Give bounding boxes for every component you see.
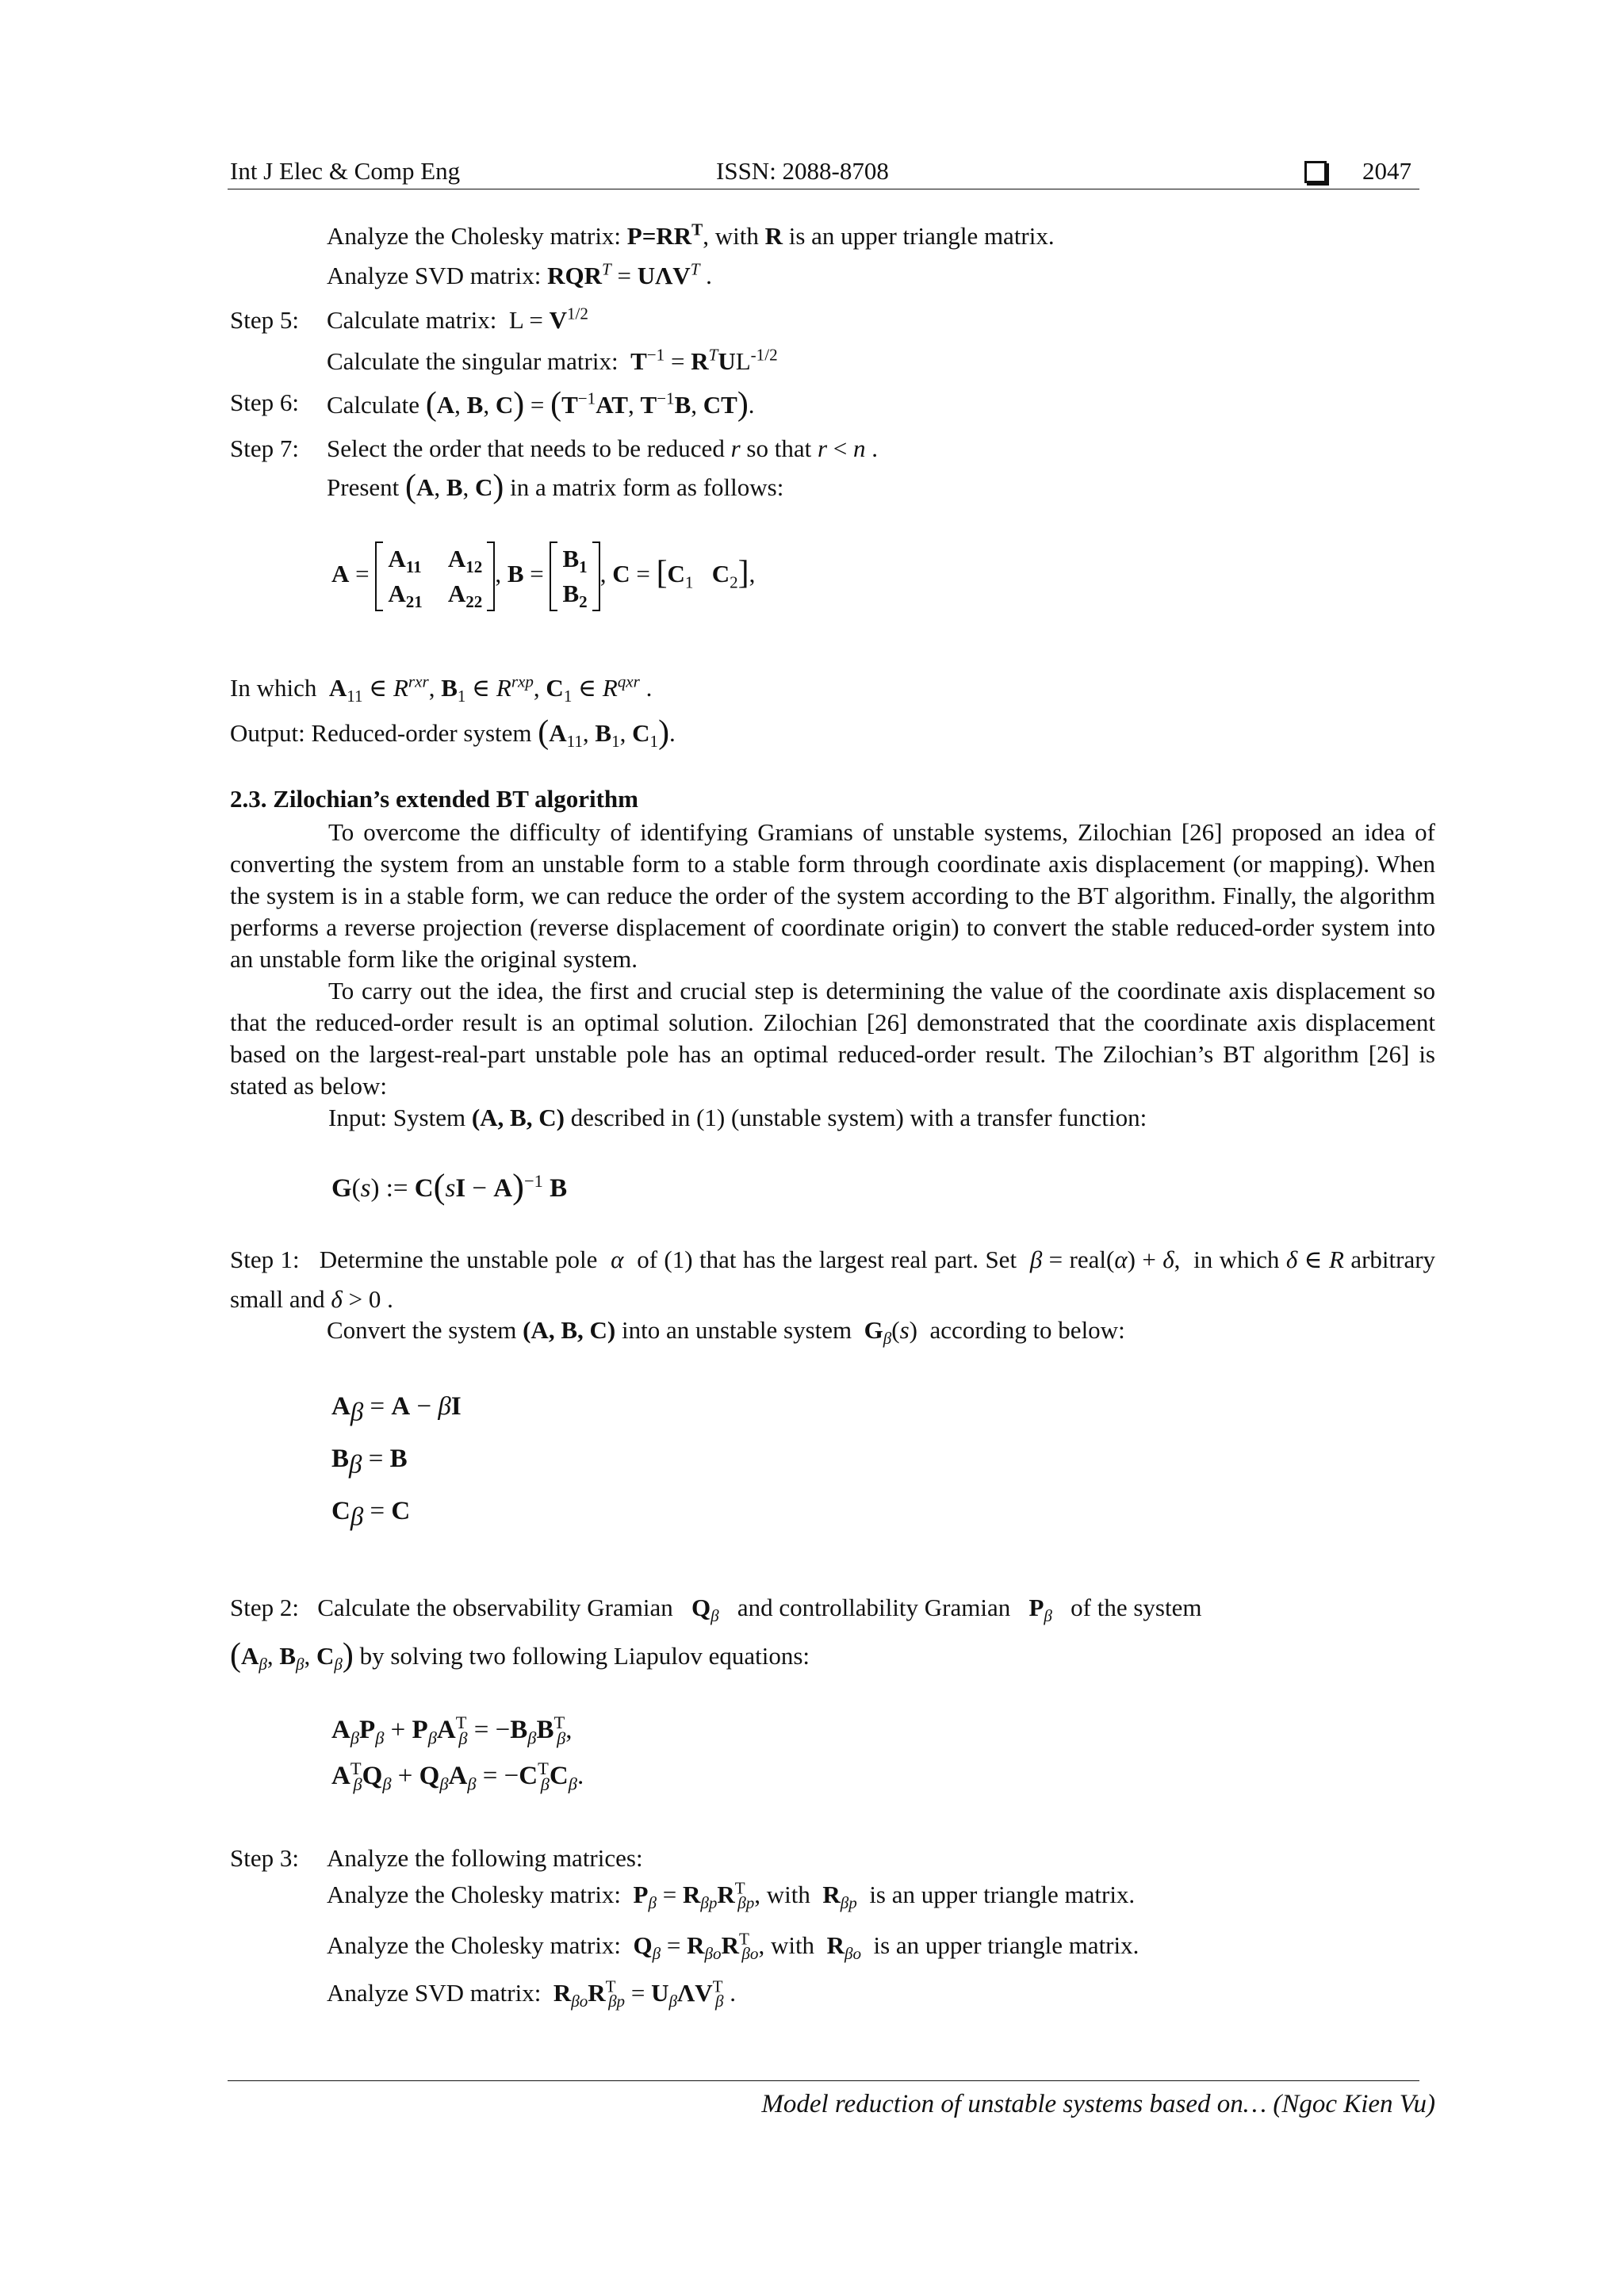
in-which-line: In which $A_{11}$ ∈ $R^{rxr}$, $B_1$ ∈ $R^{rxp}$, $C_1$ ∈ $R^{qxr}$ .	[230, 672, 653, 706]
section-heading: 2.3. Zilochian’s extended BT algorithm	[230, 785, 638, 813]
cholesky-p-line: Analyze the Cholesky matrix: $P_\beta = R_{\beta p}R^T_{\beta p}$, with $R_{\beta p}$ is an upper triangle matrix.	[327, 1878, 1136, 1913]
step3-text: Analyze the following matrices:	[327, 1844, 643, 1872]
partition-equation: A = $A_{11}$ $A_{12}$ $A_{21}$ $A_{22}$ , B = $B_1$ $B_2$ , $C = [C_1$ $C_2$],	[331, 541, 755, 611]
input-line: Input: System (A, B, C) described in (1) (unstable system) with a transfer function:	[328, 1104, 1147, 1131]
step7-text: Select the order that needs to be reduced r so that r < n .	[327, 434, 879, 462]
present-line: Present (A, B, C) in a matrix form as follows:	[327, 469, 784, 505]
step7-label: Step 7:	[230, 434, 299, 462]
page-number: 2047	[1362, 157, 1411, 185]
step5b-text: Calculate the singular matrix: $T^{-1} = R^TUL^{-1/2}$	[327, 345, 778, 375]
shifted-A: $A_\beta = A - \beta I$	[331, 1392, 462, 1427]
section-body	[230, 817, 1435, 1134]
shifted-B: $B_\beta = B$	[331, 1445, 408, 1479]
shifted-C: $C_\beta = C$	[331, 1497, 411, 1532]
step2-block: Step 2: Calculate the observability Gramian $Q_\beta$ and controllability Gramian $P_\beta$ of the system ($A_\beta$, $B_\beta$, $C_\beta$) by solving two following Liapulov equations:	[230, 1594, 1202, 1674]
step6-label: Step 6:	[230, 388, 299, 416]
paragraph-1: To overcome the difficulty of identifying Gramians of unstable systems, Zilochian [26] proposed an idea of converting the system from an unstable form to a stable form through coordinate axis displacement (or mapping). When the system is in a stable form, we can reduce the order of the system according to the BT algorithm. Finally, the algorithm performs a reverse projection (reverse displacement of coordinate origin) to convert the stable reduced-order system into an unstable form like the original system.	[230, 818, 1435, 973]
footer-rule	[228, 2080, 1419, 2081]
footer-text: Model reduction of unstable systems based on… (Ngoc Kien Vu)	[761, 2090, 1435, 2118]
step3-label: Step 3:	[230, 1844, 299, 1872]
svd-line-top: Analyze SVD matrix: $RQR^T = U\Lambda V^T$ .	[327, 259, 712, 289]
step5-label: Step 5:	[230, 306, 299, 334]
square-box-icon	[1304, 155, 1327, 184]
transfer-function: G(s) := C(sI − A)$^{-1}$ B	[331, 1166, 568, 1206]
svd-line-bottom: Analyze SVD matrix: $R_{\beta o}R^T_{\beta p} = U_\beta\Lambda V^T_\beta$ .	[327, 1976, 736, 2011]
convert-line: Convert the system (A, B, C) into an unstable system $G_\beta(s)$ according to below:	[327, 1316, 1125, 1349]
cholesky-line-top: Analyze the Cholesky matrix: $P=RR^T$, with R is an upper triangle matrix.	[327, 220, 1055, 250]
lyapunov-eq-2: $A^T_\beta Q_\beta + Q_\beta A_\beta = -C^T_\beta C_\beta$.	[331, 1758, 584, 1794]
issn: ISSN: 2088-8708	[716, 157, 889, 185]
step5-text: Calculate matrix: $L = V^{1/2}$	[327, 304, 588, 334]
output-line: Output: Reduced-order system ($A_{11}$, $B_1$, $C_1$).	[230, 714, 676, 752]
cholesky-q-line: Analyze the Cholesky matrix: $Q_\beta = R_{\beta o}R^T_{\beta o}$, with $R_{\beta o}$ is an upper triangle matrix.	[327, 1929, 1139, 1964]
journal-name: Int J Elec & Comp Eng	[230, 157, 461, 185]
paragraph-2: To carry out the idea, the first and crucial step is determining the value of the coordinate axis displacement so that the reduced-order result is an optimal solution. Zilochian [26] demonstrated that the coordinate axis displacement based on the largest-real-part unstable pole has an optimal reduced-order result. The Zilochian’s BT algorithm [26] is stated as below:	[230, 977, 1435, 1100]
step1-block: Step 1: Determine the unstable pole α of (1) that has the largest real part. Set β = real(α) + δ, in which δ ∈ R arbitrary small and δ > 0 .	[230, 1246, 1436, 1313]
step6-text: Calculate (A, B, $C) = (T^{-1}AT$, $T^{-1}B$, CT).	[327, 386, 755, 423]
lyapunov-eq-1: $A_\beta P_\beta + P_\beta A^T_\beta = -B_\beta B^T_\beta$,	[331, 1712, 573, 1748]
